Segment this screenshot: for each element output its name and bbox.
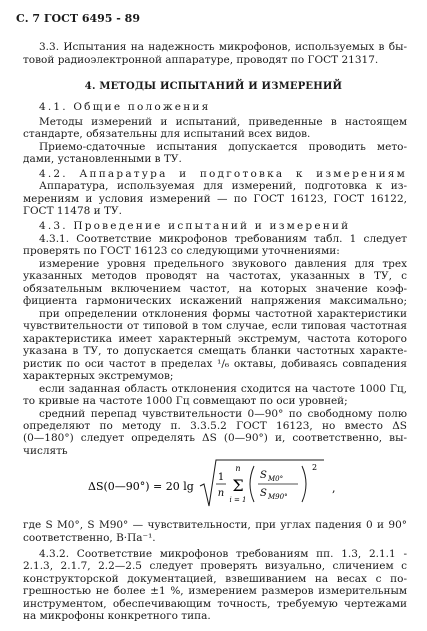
clause-4-3-line-14: то кривые на частоте 1000 Гц совмещают по оси уровней;	[23, 395, 348, 407]
clause-4-3-line-2: проверять по ГОСТ 16123 со следующими уточнениями:	[23, 245, 340, 257]
sum-upper-limit: n	[235, 464, 241, 473]
clause-4-1-line-1: Методы измерений и испытаний, приведенные в настоящем	[39, 116, 407, 128]
clause-4-2-line-3: ГОСТ 11478 и ТУ.	[23, 205, 122, 217]
clause-4-3-line-7: при определении отклонения формы частотной характеристики	[39, 308, 407, 320]
clause-4-2-title: 4.2. Аппаратура и подготовка к измерениям	[39, 168, 407, 180]
clause-4-3-2-line-4: грешностью не более ±1 %, измерением размеров измерительным	[23, 585, 407, 597]
clause-4-3-line-10: указана в ТУ, то допускается смещать бланки частотных характе-	[23, 345, 407, 357]
left-paren	[250, 466, 254, 502]
clause-4-3-line-11: ристик по оси частот в пределах ¹/₆ октавы, добиваясь совпадения	[23, 358, 407, 370]
clause-3-3-line-1: 3.3. Испытания на надежность микрофонов, используемых в бы-	[39, 41, 407, 53]
clause-4-3-line-1: 4.3.1. Соответствие микрофонов требованиям табл. 1 следует	[39, 233, 407, 245]
formula-lhs: ΔS(0—90°) = 20 lg	[88, 480, 194, 493]
where-line-1: где S M0°, S M90° — чувствительности, при углах падения 0 и 90°	[23, 519, 407, 531]
page-header: С. 7 ГОСТ 6495 - 89	[16, 12, 140, 25]
clause-4-3-line-13: если заданная область отклонения сходится на частоте 1000 Гц,	[39, 383, 407, 395]
right-paren	[302, 466, 306, 502]
clause-4-1-line-3: Приемо-сдаточные испытания допускается проводить мето-	[39, 141, 407, 153]
clause-4-3-line-18: числять	[23, 445, 68, 457]
clause-3-3-line-2: товой радиоэлектронной аппаратуре, проводят по ГОСТ 21317.	[23, 54, 379, 66]
clause-4-3-line-6: фициента гармонических искажений напряжения максимально;	[23, 295, 407, 307]
clause-4-3-line-4: указанных методов проводят на частотах, указанных в ТУ, с	[23, 270, 407, 282]
clause-4-3-line-8: чувствительности от типовой в том случае, если типовая частотная	[23, 320, 407, 332]
clause-4-3-line-3: измерение уровня предельного звукового давления для трех	[39, 258, 407, 270]
clause-4-2-line-1: Аппаратура, используемая для измерений, подготовка к из-	[39, 180, 407, 192]
clause-4-3-line-9: характеристика имеет характерный экстремум, частота которого	[23, 333, 407, 345]
inner-numerator-sub: M0°	[268, 475, 284, 483]
sqrt-sign	[200, 460, 324, 506]
clause-4-1-line-4: дами, установленными в ТУ.	[23, 153, 182, 165]
clause-4-1-line-2: стандарте, обязательны для испытаний всех видов.	[23, 128, 311, 140]
clause-4-3-title: 4.3. Проведение испытаний и измерений	[39, 220, 351, 232]
clause-4-3-2-line-2: 2.1.3, 2.1.7, 2.2—2.5 следует проверять визуально, сличением с	[23, 560, 407, 572]
clause-4-3-line-15: средний перепад чувствительности 0—90° по свободному полю	[39, 408, 407, 420]
frac-numerator: 1	[217, 472, 225, 483]
clause-4-3-line-12: характерных экстремумов;	[23, 370, 174, 382]
inner-numerator: S	[260, 470, 267, 481]
clause-4-1-title: 4.1. Общие положения	[39, 101, 211, 113]
sum-sign: Σ	[232, 476, 244, 495]
formula-end: ,	[332, 482, 336, 495]
section-title: 4. МЕТОДЫ ИСПЫТАНИЙ И ИЗМЕРЕНИЙ	[84, 81, 343, 92]
clause-4-3-line-16: определяют по методу п. 3.3.5.2 ГОСТ 16123, но вместо ΔS	[23, 420, 407, 432]
inner-denominator-sub: M90°	[268, 493, 288, 501]
frac-denominator: n	[217, 488, 225, 499]
sensitivity-formula	[88, 456, 348, 512]
formula-exponent: 2	[312, 463, 318, 472]
clause-4-3-2-line-1: 4.3.2. Соответствие микрофонов требованиям пп. 1.3, 2.1.1 -	[39, 548, 407, 560]
clause-4-3-2-line-3: конструкторской документацией, взвешиванием на весах с по-	[23, 573, 407, 585]
clause-4-3-line-5: обязательным включением частот, на которых значение коэф-	[23, 283, 407, 295]
sum-lower-limit: i = 1	[229, 496, 247, 504]
clause-4-2-line-2: мерениям и условия измерений — по ГОСТ 16123, ГОСТ 16122,	[23, 193, 407, 205]
inner-denominator: S	[260, 488, 267, 499]
clause-4-3-2-line-6: на микрофоны конкретного типа.	[23, 610, 211, 622]
clause-4-3-2-line-5: инструментом, обеспечивающим точность, требуемую чертежами	[23, 598, 407, 610]
where-line-2: соответственно, В·Па⁻¹.	[23, 532, 156, 544]
clause-4-3-line-17: (0—180°) следует определять ΔS (0—90°) и, соответственно, вы-	[23, 432, 407, 444]
